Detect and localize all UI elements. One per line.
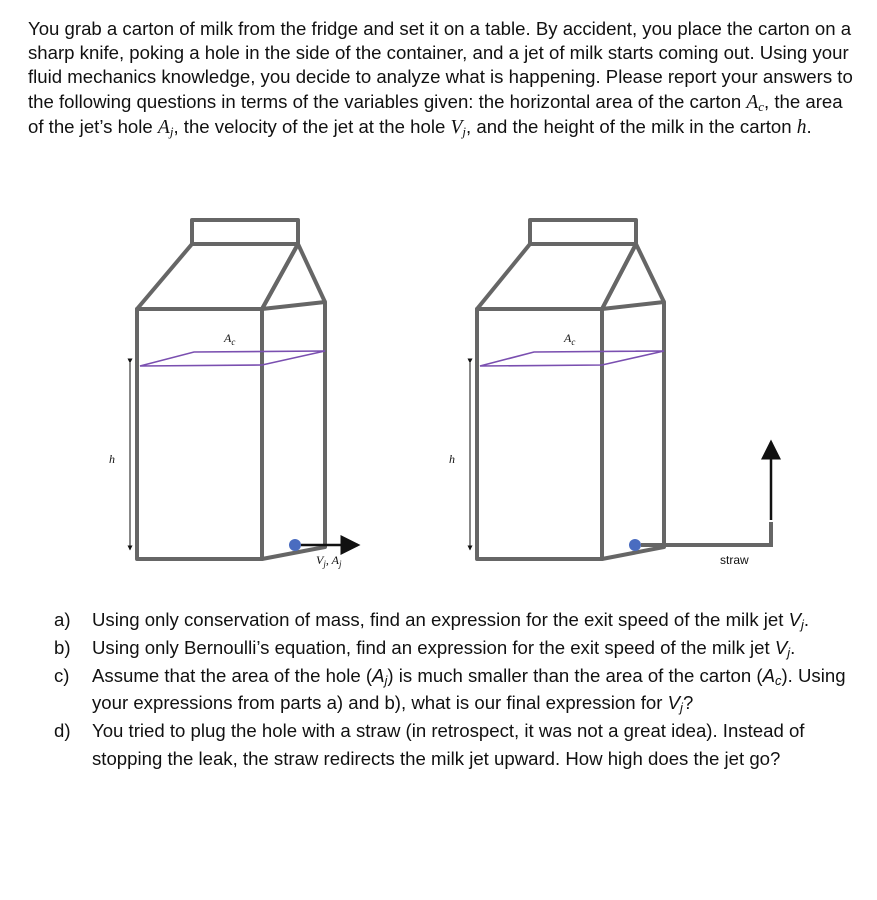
- question-b: b) Using only Bernoulli’s equation, find an expression for the exit speed of the milk jet $V_j$.: [54, 634, 859, 662]
- question-d-text: You tried to plug the hole with a straw (in retrospect, it was not a great idea). Instead of stopping the leak, the straw redirects the milk jet upward. How high does the jet go?: [92, 720, 805, 769]
- straw: [641, 522, 771, 545]
- symbol-vj: $V_j$: [450, 116, 467, 139]
- question-a-symbol: $V_j$: [788, 609, 804, 632]
- symbol-h: h: [796, 116, 807, 138]
- question-d-label: d): [54, 720, 71, 742]
- right-carton-roof-side: [602, 244, 664, 309]
- intro-text-1: You grab a carton of milk from the fridge and set it on a table. By accident, you place the carton on a sharp knife, poking a hole in the side of the container, and a jet of milk starts coming out. Using your fluid mechanics knowledge, you decide to analyze what is happening. Please report your answers to the following questions in terms of the variables given: the horizontal area of the carton: [28, 18, 853, 112]
- intro-text-5: .: [806, 115, 812, 137]
- left-carton-side: [262, 302, 325, 559]
- question-c-text: Assume that the area of the hole (: [92, 664, 373, 686]
- carton-diagrams: [0, 200, 877, 590]
- straw-label: straw: [720, 553, 749, 567]
- intro-text-2: , the area of the jet’s hole: [28, 90, 843, 137]
- left-area-label: $A_c$: [224, 331, 236, 347]
- question-a-text: Using only conservation of mass, find an expression for the exit speed of the milk jet: [92, 609, 789, 630]
- right-carton-cap: [530, 220, 636, 244]
- question-list: [54, 606, 859, 773]
- right-carton-roof-front: [477, 244, 636, 309]
- left-carton-cap: [192, 220, 298, 244]
- symbol-aj: $A_j$: [157, 116, 174, 139]
- intro-text-4: , and the height of the milk in the carton: [466, 115, 797, 137]
- question-b-label: b): [54, 636, 71, 658]
- right-carton: [477, 220, 664, 559]
- right-area-label: $A_c$: [564, 331, 576, 347]
- left-milk-surface: [140, 351, 325, 366]
- right-carton-side: [602, 302, 664, 559]
- question-a-label: a): [54, 609, 71, 630]
- left-jet-hole: [289, 539, 301, 551]
- question-c: c) Assume that the area of the hole $(A_j)$ is much smaller than the area of the carton $(A_c)$. Using your expressions from parts a) and b), what is our final expression for $V_j$?: [54, 662, 859, 718]
- intro-text-3: , the velocity of the jet at the hole: [173, 115, 451, 137]
- left-carton-front: [137, 309, 262, 559]
- left-carton: [137, 220, 325, 559]
- right-milk-surface: [480, 351, 664, 366]
- question-b-symbol: $V_j$: [774, 636, 791, 660]
- question-a: a) Using only conservation of mass, find an expression for the exit speed of the milk jet $V_j$.: [54, 606, 859, 634]
- right-carton-front: [477, 309, 602, 559]
- left-carton-roof-front: [137, 244, 298, 309]
- right-height-label: h: [449, 452, 455, 466]
- problem-intro: [28, 17, 858, 140]
- right-jet-hole: [629, 539, 641, 551]
- left-carton-roof-side: [262, 244, 325, 309]
- carton-figure: [0, 200, 877, 590]
- left-jet-label: $V_j$, $A_j$: [316, 553, 342, 569]
- question-c-label: c): [54, 664, 70, 686]
- question-d: [54, 717, 859, 773]
- left-height-label: h: [109, 452, 115, 466]
- question-b-text: Using only Bernoulli’s equation, find an expression for the exit speed of the milk jet: [92, 636, 775, 658]
- symbol-ac: $A_c$: [746, 91, 765, 114]
